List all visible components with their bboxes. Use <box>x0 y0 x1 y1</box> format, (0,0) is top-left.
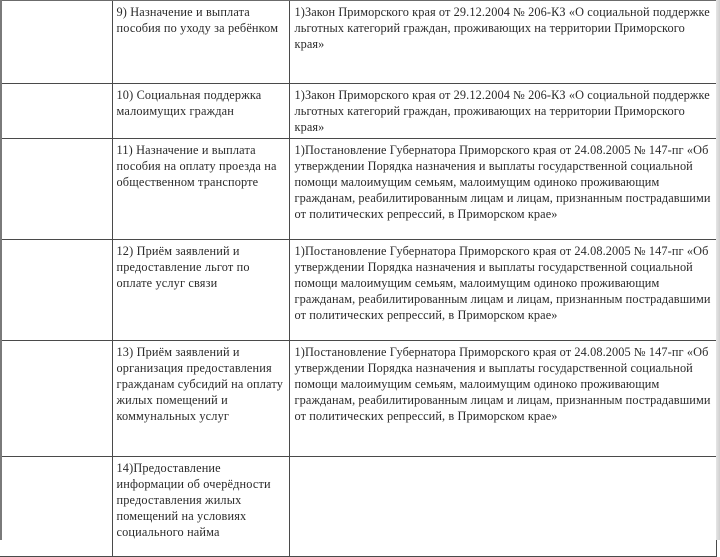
basis-text: 1)Постановление Губернатора Приморского края от 24.08.2005 № 147-пг «Об утверждении Порядка назначения и выплаты государственной социальной помощи малоимущим семьям, малоимущим одиноко проживающим гражданам, реабилитированным лицам и лицам, признанным пострадавшими от политических репрессий, в Приморском крае» <box>294 344 711 424</box>
service-text: 9) Назначение и выплата пособия по уходу за ребёнком <box>116 5 279 36</box>
table-row <box>0 456 716 556</box>
service-text: 12) Приём заявлений и предоставление льгот по оплате услуг связи <box>116 243 250 291</box>
row-number-cell <box>0 340 112 456</box>
table-row <box>0 1 716 84</box>
row-number-cell <box>0 84 112 139</box>
service-cell <box>112 239 289 340</box>
page-edge-top <box>0 0 720 1</box>
basis-cell <box>289 1 716 84</box>
service-text: 13) Приём заявлений и организация предоставления гражданам субсидий на оплату жилых помещений и коммунальных услуг <box>116 344 284 424</box>
basis-cell <box>289 84 716 139</box>
row-number-cell <box>0 239 112 340</box>
service-cell <box>112 138 289 239</box>
basis-text: 1)Закон Приморского края от 29.12.2004 № 206-КЗ «О социальной поддержке льготных категорий граждан, проживающих на территории Приморского края» <box>294 88 710 135</box>
basis-cell <box>289 456 716 556</box>
row-number-cell <box>0 1 112 84</box>
service-text: 10) Социальная поддержка малоимущих граждан <box>116 88 262 119</box>
row-number-cell <box>0 138 112 239</box>
basis-text: 1)Закон Приморского края от 29.12.2004 № 206-КЗ «О социальной поддержке льготных категорий граждан, проживающих на территории Приморского края» <box>294 5 710 52</box>
service-cell <box>112 1 289 84</box>
basis-cell <box>289 239 716 340</box>
row-number-cell <box>0 456 112 556</box>
service-text: 14)Предоставление информации об очерёдности предоставления жилых помещений на условиях социального найма <box>116 460 271 540</box>
service-text: 11) Назначение и выплата пособия на оплату проезда на общественном транспорте <box>116 142 277 190</box>
basis-text: 1)Постановление Губернатора Приморского края от 24.08.2005 № 147-пг «Об утверждении Порядка назначения и выплаты государственной социальной помощи малоимущим семьям, малоимущим одиноко проживающим гражданам, реабилитированным лицам и лицам, признанным пострадавшими от политических репрессий, в Приморском крае» <box>294 142 711 222</box>
basis-cell <box>289 340 716 456</box>
basis-text: 1)Постановление Губернатора Приморского края от 24.08.2005 № 147-пг «Об утверждении Порядка назначения и выплаты государственной социальной помощи малоимущим семьям, малоимущим одиноко проживающим гражданам, реабилитированным лицам и лицам, признанным пострадавшими от политических репрессий, в Приморском крае» <box>294 243 711 323</box>
basis-cell <box>289 138 716 239</box>
service-cell <box>112 340 289 456</box>
page-edge-left <box>0 0 2 540</box>
table-row <box>0 239 716 340</box>
page-edge-shadow <box>716 0 720 540</box>
table-row <box>0 84 716 139</box>
table-row <box>0 340 716 456</box>
table-row <box>0 138 716 239</box>
service-cell <box>112 84 289 139</box>
service-cell <box>112 456 289 556</box>
